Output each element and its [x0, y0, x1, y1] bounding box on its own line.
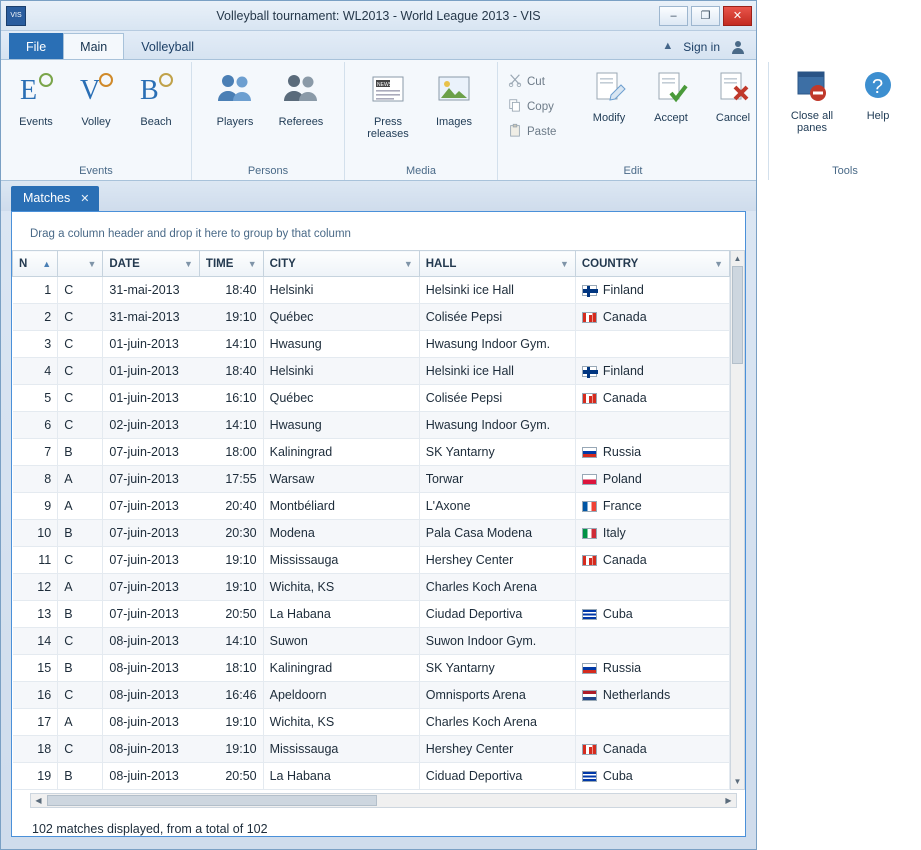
volley-icon [76, 69, 116, 113]
app-icon: VIS [6, 6, 26, 26]
column-header-time[interactable] [199, 251, 263, 277]
events-button-label: Events [19, 115, 53, 128]
cell-n: 14 [13, 628, 58, 655]
table-row[interactable] [13, 277, 730, 304]
cell-category: C [58, 277, 103, 304]
column-header-n-label: N [19, 257, 28, 270]
flag-icon [582, 771, 597, 782]
column-header-city-label: CITY [269, 257, 296, 270]
ribbon-group-persons-label: Persons [247, 165, 289, 177]
cell-n: 6 [13, 412, 58, 439]
cell-city: Helsinki [263, 358, 419, 385]
cell-hall: Torwar [419, 466, 575, 493]
ribbon-group-events [1, 62, 192, 180]
svg-text:E: E [20, 75, 38, 106]
cell-category: B [58, 655, 103, 682]
ribbon-group-edit [498, 62, 769, 180]
chevron-up-icon[interactable]: ▲ [662, 40, 674, 52]
ribbon-group-persons [192, 62, 345, 180]
cell-n: 2 [13, 304, 58, 331]
matches-panel [11, 211, 746, 837]
cell-category: C [58, 358, 103, 385]
maximize-button[interactable]: ❐ [691, 6, 720, 26]
cell-hall: Hwasung Indoor Gym. [419, 331, 575, 358]
cell-city: Helsinki [263, 277, 419, 304]
cell-category: A [58, 574, 103, 601]
flag-icon [582, 285, 597, 296]
cell-category: C [58, 682, 103, 709]
cell-hall: SK Yantarny [419, 439, 575, 466]
scroll-left-arrow[interactable]: ◀ [35, 796, 42, 805]
cell-hall: Hershey Center [419, 736, 575, 763]
window-title: Volleyball tournament: WL2013 - World League 2013 - VIS [216, 8, 541, 23]
events-icon [16, 69, 56, 113]
table-row[interactable] [13, 385, 730, 412]
svg-text:B: B [140, 75, 159, 106]
close-panes-icon [794, 69, 830, 107]
tab-main[interactable]: Main [63, 33, 124, 59]
cell-city: Kaliningrad [263, 439, 419, 466]
cell-category: C [58, 628, 103, 655]
players-button-label: Players [216, 115, 254, 128]
cell-date: 01-juin-2013 [103, 358, 200, 385]
table-row[interactable] [13, 331, 730, 358]
cell-city: La Habana [263, 601, 419, 628]
table-row[interactable] [13, 520, 730, 547]
cell-time: 16:46 [199, 682, 263, 709]
paste-button-label: Paste [527, 125, 557, 138]
table-header-row [13, 251, 730, 277]
cell-n: 4 [13, 358, 58, 385]
cell-country: Russia [575, 439, 729, 466]
cell-hall: Pala Casa Modena [419, 520, 575, 547]
cell-time: 20:50 [199, 763, 263, 790]
beach-button-label: Beach [140, 115, 172, 128]
copy-button-label: Copy [527, 100, 554, 113]
cell-date: 07-juin-2013 [103, 439, 200, 466]
cell-city: Québec [263, 304, 419, 331]
cell-hall: Colisée Pepsi [419, 385, 575, 412]
flag-icon [582, 690, 597, 701]
tab-volleyball[interactable]: Volleyball [141, 39, 195, 54]
table-row[interactable] [13, 763, 730, 790]
flag-icon [582, 393, 597, 404]
cell-category: C [58, 331, 103, 358]
cell-country [575, 574, 729, 601]
table-row[interactable] [13, 439, 730, 466]
scroll-up-arrow[interactable]: ▲ [731, 251, 744, 266]
column-header-n[interactable] [13, 251, 58, 277]
close-button[interactable]: ✕ [723, 6, 752, 26]
players-button[interactable] [206, 65, 264, 128]
column-header-category[interactable] [58, 251, 103, 277]
filter-icon[interactable]: ▼ [559, 258, 569, 269]
table-row[interactable] [13, 358, 730, 385]
cell-hall: Colisée Pepsi [419, 304, 575, 331]
table-row[interactable] [13, 736, 730, 763]
modify-icon [591, 69, 627, 109]
horizontal-scroll-thumb[interactable] [47, 795, 377, 806]
cell-country: Cuba [575, 601, 729, 628]
table-body [13, 277, 730, 790]
paste-icon [508, 123, 522, 140]
cell-date: 01-juin-2013 [103, 331, 200, 358]
close-icon[interactable]: ✕ [80, 192, 90, 205]
tab-matches[interactable] [11, 186, 99, 211]
cell-category: B [58, 601, 103, 628]
cell-country: Italy [575, 520, 729, 547]
cell-country: Cuba [575, 763, 729, 790]
cancel-button[interactable] [704, 65, 762, 124]
ribbon-group-tools [769, 62, 921, 180]
scroll-right-arrow[interactable]: ▶ [725, 796, 732, 805]
cell-time: 14:10 [199, 331, 263, 358]
flag-icon [582, 501, 597, 512]
column-header-city[interactable] [263, 251, 419, 277]
cell-hall: Hwasung Indoor Gym. [419, 412, 575, 439]
cell-country: Canada [575, 385, 729, 412]
volley-button[interactable] [67, 65, 125, 128]
cell-n: 16 [13, 682, 58, 709]
cell-time: 19:10 [199, 709, 263, 736]
cell-city: Wichita, KS [263, 574, 419, 601]
cell-category: C [58, 547, 103, 574]
cell-date: 07-juin-2013 [103, 547, 200, 574]
cell-n: 1 [13, 277, 58, 304]
flag-icon [582, 366, 597, 377]
filter-icon[interactable]: ▼ [184, 258, 193, 269]
cell-time: 20:40 [199, 493, 263, 520]
table-row[interactable] [13, 412, 730, 439]
cell-date: 02-juin-2013 [103, 412, 200, 439]
table-row[interactable] [13, 466, 730, 493]
cell-n: 8 [13, 466, 58, 493]
cell-n: 12 [13, 574, 58, 601]
ribbon-group-media-label: Media [406, 165, 436, 177]
accept-button[interactable] [642, 65, 700, 124]
table-row[interactable] [13, 493, 730, 520]
table-row[interactable] [13, 682, 730, 709]
flag-icon [582, 609, 597, 620]
cell-country: Poland [575, 466, 729, 493]
cell-city: Apeldoorn [263, 682, 419, 709]
paste-button[interactable] [504, 121, 576, 142]
column-header-country-label: COUNTRY [581, 257, 639, 270]
copy-icon [508, 98, 522, 115]
status-text: 102 matches displayed, from a total of 102 [32, 822, 268, 836]
title-bar [1, 1, 756, 31]
cell-country: Russia [575, 655, 729, 682]
scroll-down-arrow[interactable]: ▼ [731, 774, 744, 789]
flag-icon [582, 555, 597, 566]
ribbon-group-edit-label: Edit [623, 165, 643, 177]
cell-hall: Ciduad Deportiva [419, 763, 575, 790]
sign-in-link[interactable]: Sign in [683, 40, 720, 54]
events-button[interactable] [7, 65, 65, 128]
horizontal-scrollbar[interactable] [30, 793, 737, 808]
cell-date: 08-juin-2013 [103, 763, 200, 790]
column-header-date-label: DATE [109, 257, 140, 270]
flag-icon [582, 474, 597, 485]
cell-date: 07-juin-2013 [103, 601, 200, 628]
cell-country [575, 412, 729, 439]
cell-time: 19:10 [199, 547, 263, 574]
flag-icon [582, 447, 597, 458]
cell-country [575, 709, 729, 736]
cell-time: 18:10 [199, 655, 263, 682]
cell-n: 13 [13, 601, 58, 628]
scissors-icon [508, 73, 522, 90]
tab-matches-label: Matches [23, 191, 71, 205]
accept-icon [653, 69, 689, 109]
table-row[interactable] [13, 709, 730, 736]
cell-hall: Omnisports Arena [419, 682, 575, 709]
referees-button[interactable] [272, 65, 330, 128]
filter-icon[interactable]: ▼ [714, 258, 723, 269]
column-header-hall[interactable] [419, 251, 575, 277]
press-releases-label-1: Press releases [367, 115, 409, 141]
cell-category: C [58, 304, 103, 331]
cell-hall: Suwon Indoor Gym. [419, 628, 575, 655]
cell-time: 16:10 [199, 385, 263, 412]
news-icon [368, 69, 408, 113]
table-row[interactable] [13, 547, 730, 574]
cell-date: 08-juin-2013 [103, 682, 200, 709]
accept-button-label: Accept [654, 111, 688, 124]
cell-city: Suwon [263, 628, 419, 655]
cell-hall: Charles Koch Arena [419, 709, 575, 736]
matches-table [12, 250, 730, 790]
cell-city: Mississauga [263, 547, 419, 574]
cell-n: 18 [13, 736, 58, 763]
cell-city: Kaliningrad [263, 655, 419, 682]
cell-time: 18:40 [199, 277, 263, 304]
cell-time: 19:10 [199, 736, 263, 763]
tab-file[interactable]: File [9, 33, 63, 59]
help-button-label: Help [866, 109, 890, 122]
modify-button-label: Modify [592, 111, 626, 124]
table-row[interactable] [13, 628, 730, 655]
volley-button-label: Volley [81, 115, 111, 128]
cell-n: 5 [13, 385, 58, 412]
cell-hall: Ciudad Deportiva [419, 601, 575, 628]
cell-category: B [58, 439, 103, 466]
cell-date: 07-juin-2013 [103, 520, 200, 547]
cell-hall: L'Axone [419, 493, 575, 520]
sort-ascending-icon: ▲ [42, 258, 52, 269]
cell-n: 9 [13, 493, 58, 520]
help-icon [860, 69, 896, 107]
cell-city: Mississauga [263, 736, 419, 763]
cell-category: C [58, 385, 103, 412]
cell-category: B [58, 763, 103, 790]
filter-icon[interactable]: ▼ [87, 258, 97, 269]
cell-time: 18:00 [199, 439, 263, 466]
cell-category: A [58, 709, 103, 736]
cell-date: 08-juin-2013 [103, 655, 200, 682]
svg-text:?: ? [872, 76, 884, 98]
table-row[interactable] [13, 304, 730, 331]
cell-city: Hwasung [263, 412, 419, 439]
cell-date: 07-juin-2013 [103, 493, 200, 520]
cell-country: Canada [575, 547, 729, 574]
ribbon-tab-strip [1, 31, 756, 59]
filter-icon[interactable]: ▼ [247, 258, 257, 269]
referees-button-label: Referees [278, 115, 324, 128]
cell-city: Wichita, KS [263, 709, 419, 736]
cell-category: A [58, 493, 103, 520]
cell-city: Montbéliard [263, 493, 419, 520]
cell-country [575, 628, 729, 655]
images-icon [434, 69, 474, 113]
svg-text:NEWS: NEWS [377, 82, 392, 88]
cell-hall: Hershey Center [419, 547, 575, 574]
cell-country: France [575, 493, 729, 520]
svg-text:V: V [80, 75, 101, 106]
cell-date: 07-juin-2013 [103, 574, 200, 601]
window-controls [656, 6, 752, 26]
cell-city: Québec [263, 385, 419, 412]
cell-city: Hwasung [263, 331, 419, 358]
column-header-hall-label: HALL [425, 257, 457, 270]
cancel-button-label: Cancel [715, 111, 751, 124]
cell-n: 10 [13, 520, 58, 547]
cell-hall: Helsinki ice Hall [419, 277, 575, 304]
flag-icon [582, 663, 597, 674]
cut-button-label: Cut [527, 75, 545, 88]
cell-n: 7 [13, 439, 58, 466]
cell-date: 31-mai-2013 [103, 304, 200, 331]
cell-country: Finland [575, 358, 729, 385]
cancel-icon [715, 69, 751, 109]
beach-icon [136, 69, 176, 113]
cell-date: 07-juin-2013 [103, 466, 200, 493]
cell-city: Modena [263, 520, 419, 547]
flag-icon [582, 528, 597, 539]
images-button[interactable] [425, 65, 483, 128]
cell-category: C [58, 736, 103, 763]
images-button-label: Images [435, 115, 473, 128]
cell-category: B [58, 520, 103, 547]
cell-country [575, 331, 729, 358]
document-tab-strip [1, 181, 756, 211]
cell-date: 08-juin-2013 [103, 709, 200, 736]
cell-category: A [58, 466, 103, 493]
close-all-panes-button[interactable] [783, 65, 841, 135]
cell-date: 08-juin-2013 [103, 736, 200, 763]
group-by-hint[interactable]: Drag a column header and drop it here to group by that column [30, 228, 351, 240]
press-releases-button[interactable] [359, 65, 417, 141]
cell-time: 19:10 [199, 574, 263, 601]
cell-hall: Helsinki ice Hall [419, 358, 575, 385]
cell-time: 19:10 [199, 304, 263, 331]
ribbon [1, 59, 890, 181]
cell-country: Canada [575, 736, 729, 763]
cell-city: Warsaw [263, 466, 419, 493]
cell-n: 11 [13, 547, 58, 574]
column-header-date[interactable] [103, 251, 200, 277]
cell-n: 19 [13, 763, 58, 790]
cut-button[interactable] [504, 71, 576, 92]
cell-hall: SK Yantarny [419, 655, 575, 682]
cell-date: 01-juin-2013 [103, 385, 200, 412]
beach-button[interactable] [127, 65, 185, 128]
cell-city: La Habana [263, 763, 419, 790]
referees-icon [281, 69, 321, 113]
copy-button[interactable] [504, 96, 576, 117]
cell-country: Netherlands [575, 682, 729, 709]
person-icon[interactable] [730, 39, 746, 55]
cell-n: 15 [13, 655, 58, 682]
cell-time: 14:10 [199, 412, 263, 439]
cell-n: 3 [13, 331, 58, 358]
filter-icon[interactable]: ▼ [403, 258, 413, 269]
modify-button[interactable] [580, 65, 638, 124]
flag-icon [582, 744, 597, 755]
cell-time: 14:10 [199, 628, 263, 655]
column-header-country[interactable] [575, 251, 729, 277]
table-row[interactable] [13, 655, 730, 682]
players-icon [215, 69, 255, 113]
flag-icon [582, 312, 597, 323]
cell-hall: Charles Koch Arena [419, 574, 575, 601]
help-button[interactable] [849, 65, 907, 122]
cell-n: 17 [13, 709, 58, 736]
table-row[interactable] [13, 574, 730, 601]
matches-grid [12, 250, 730, 790]
ribbon-group-media [345, 62, 498, 180]
vertical-scroll-thumb[interactable] [732, 266, 743, 364]
close-all-panes-label: Close all panes [790, 109, 834, 135]
vertical-scrollbar[interactable] [730, 250, 745, 790]
cell-time: 17:55 [199, 466, 263, 493]
column-header-time-label: TIME [205, 257, 234, 270]
cell-time: 20:50 [199, 601, 263, 628]
minimize-button[interactable]: – [659, 6, 688, 26]
ribbon-group-tools-label: Tools [832, 165, 858, 177]
cell-time: 18:40 [199, 358, 263, 385]
cell-date: 31-mai-2013 [103, 277, 200, 304]
table-row[interactable] [13, 601, 730, 628]
cell-date: 08-juin-2013 [103, 628, 200, 655]
ribbon-group-events-label: Events [79, 165, 113, 177]
cell-category: C [58, 412, 103, 439]
cell-country: Canada [575, 304, 729, 331]
cell-country: Finland [575, 277, 729, 304]
cell-time: 20:30 [199, 520, 263, 547]
